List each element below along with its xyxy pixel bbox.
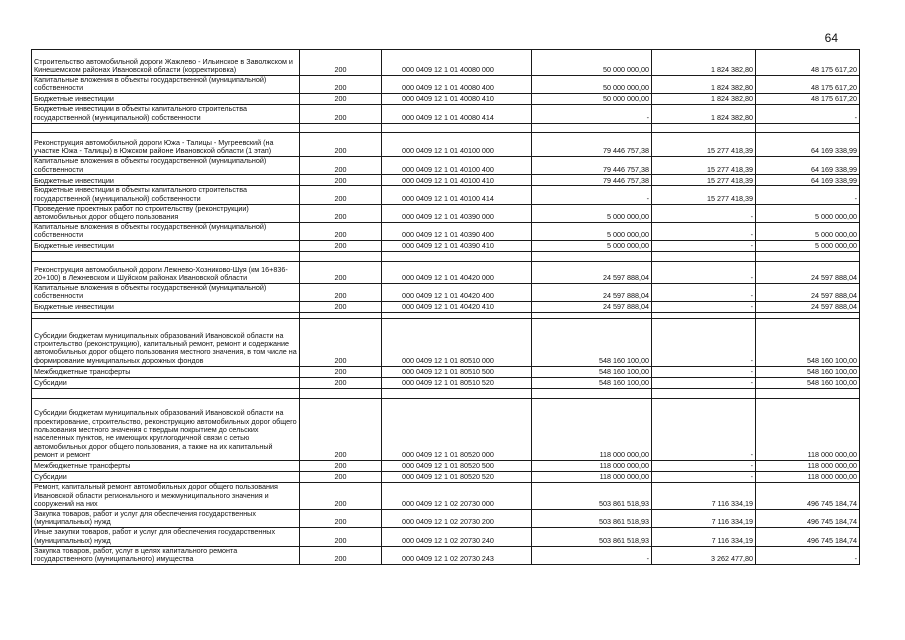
- cell-v2: -: [652, 318, 756, 366]
- table-body: [32, 50, 860, 565]
- cell-v1: 24 597 888,04: [532, 283, 652, 301]
- table-row: [32, 461, 860, 472]
- cell-v3: 548 160 100,00: [756, 318, 860, 366]
- cell-admin: 200: [300, 472, 382, 483]
- cell-v1: 24 597 888,04: [532, 302, 652, 313]
- spacer-cell: [300, 388, 382, 399]
- cell-admin: 200: [300, 283, 382, 301]
- cell-v2: 15 277 418,39: [652, 186, 756, 204]
- table-row: [32, 133, 860, 157]
- spacer-cell: [532, 123, 652, 133]
- cell-v3: 48 175 617,20: [756, 94, 860, 105]
- cell-desc: Реконструкция автомобильной дороги Южа - Талицы - Мугреевский (на участке Южа - Талицы) в Южском районе Ивановской области (1 этап): [32, 133, 300, 157]
- spacer-cell: [382, 388, 532, 399]
- cell-code: 000 0409 12 1 01 40080 410: [382, 94, 532, 105]
- cell-v3: 48 175 617,20: [756, 76, 860, 94]
- cell-code: 000 0409 12 1 01 80520 000: [382, 399, 532, 461]
- cell-v3: 64 169 338,99: [756, 133, 860, 157]
- cell-desc: Субсидии бюджетам муниципальных образований Ивановской области на проектирование, строительство, реконструкцию автомобильных дорог общего пользования местного значения с твердым покрытием до сельских населенных пунктов, не имеющих круглогодичной связи с сетью автомобильных дорог общего пользования, а также на их капитальный ремонт и ремонт: [32, 399, 300, 461]
- cell-desc: Межбюджетные трансферты: [32, 366, 300, 377]
- page-number: 64: [824, 31, 838, 45]
- cell-admin: 200: [300, 366, 382, 377]
- cell-v2: 1 824 382,80: [652, 50, 756, 76]
- table-row: [32, 318, 860, 366]
- cell-admin: 200: [300, 76, 382, 94]
- cell-v1: -: [532, 186, 652, 204]
- cell-desc: Бюджетные инвестиции: [32, 302, 300, 313]
- cell-desc: Бюджетные инвестиции: [32, 175, 300, 186]
- cell-desc: Строительство автомобильной дороги Жажлево - Ильинское в Заволжском и Кинешемском районах Ивановской области (корректировка): [32, 50, 300, 76]
- cell-desc: Закупка товаров, работ, услуг в целях капитального ремонта государственного (муниципального) имущества: [32, 546, 300, 564]
- cell-v3: 64 169 338,99: [756, 175, 860, 186]
- spacer-cell: [756, 252, 860, 262]
- cell-desc: Ремонт, капитальный ремонт автомобильных дорог общего пользования Ивановской области регионального и межмуниципального значения и сооружений на них: [32, 483, 300, 510]
- cell-admin: 200: [300, 133, 382, 157]
- table-row: [32, 283, 860, 301]
- cell-v1: 548 160 100,00: [532, 366, 652, 377]
- cell-admin: 200: [300, 204, 382, 222]
- spacer-row: [32, 123, 860, 133]
- cell-admin: 200: [300, 528, 382, 546]
- spacer-cell: [756, 123, 860, 133]
- table-row: [32, 204, 860, 222]
- cell-admin: 200: [300, 509, 382, 527]
- cell-admin: 200: [300, 461, 382, 472]
- cell-v3: -: [756, 546, 860, 564]
- cell-desc: Капитальные вложения в объекты государственной (муниципальной) собственности: [32, 223, 300, 241]
- cell-desc: Бюджетные инвестиции: [32, 241, 300, 252]
- cell-v3: 5 000 000,00: [756, 223, 860, 241]
- cell-v3: 548 160 100,00: [756, 366, 860, 377]
- cell-v3: 48 175 617,20: [756, 50, 860, 76]
- cell-admin: 200: [300, 186, 382, 204]
- cell-v2: -: [652, 223, 756, 241]
- cell-v2: 1 824 382,80: [652, 76, 756, 94]
- cell-code: 000 0409 12 1 01 40390 000: [382, 204, 532, 222]
- cell-code: 000 0409 12 1 01 40420 000: [382, 261, 532, 283]
- cell-code: 000 0409 12 1 01 40390 410: [382, 241, 532, 252]
- cell-desc: Закупка товаров, работ и услуг для обеспечения государственных (муниципальных) нужд: [32, 509, 300, 527]
- cell-v1: 118 000 000,00: [532, 399, 652, 461]
- table-row: [32, 377, 860, 388]
- cell-v2: -: [652, 302, 756, 313]
- cell-code: 000 0409 12 1 01 40080 400: [382, 76, 532, 94]
- spacer-cell: [532, 252, 652, 262]
- table-row: [32, 483, 860, 510]
- table-row: [32, 546, 860, 564]
- cell-v3: 5 000 000,00: [756, 241, 860, 252]
- table-row: [32, 157, 860, 175]
- cell-v3: 24 597 888,04: [756, 302, 860, 313]
- cell-code: 000 0409 12 1 01 80520 520: [382, 472, 532, 483]
- cell-desc: Межбюджетные трансферты: [32, 461, 300, 472]
- cell-v2: 3 262 477,80: [652, 546, 756, 564]
- cell-v3: -: [756, 105, 860, 123]
- cell-admin: 200: [300, 483, 382, 510]
- cell-v3: 118 000 000,00: [756, 461, 860, 472]
- spacer-cell: [32, 388, 300, 399]
- cell-v1: 50 000 000,00: [532, 50, 652, 76]
- cell-v1: 79 446 757,38: [532, 157, 652, 175]
- cell-v3: 24 597 888,04: [756, 283, 860, 301]
- cell-admin: 200: [300, 302, 382, 313]
- cell-admin: 200: [300, 157, 382, 175]
- table-row: [32, 186, 860, 204]
- spacer-cell: [300, 252, 382, 262]
- table-row: [32, 472, 860, 483]
- cell-admin: 200: [300, 175, 382, 186]
- cell-admin: 200: [300, 223, 382, 241]
- cell-admin: 200: [300, 94, 382, 105]
- cell-v1: 50 000 000,00: [532, 94, 652, 105]
- cell-desc: Капитальные вложения в объекты государственной (муниципальной) собственности: [32, 157, 300, 175]
- cell-code: 000 0409 12 1 01 80510 500: [382, 366, 532, 377]
- table-row: [32, 175, 860, 186]
- table-row: [32, 76, 860, 94]
- table-row: [32, 241, 860, 252]
- cell-code: 000 0409 12 1 01 40390 400: [382, 223, 532, 241]
- cell-desc: Субсидии: [32, 377, 300, 388]
- cell-code: 000 0409 12 1 01 40080 414: [382, 105, 532, 123]
- table-row: [32, 528, 860, 546]
- cell-v1: 79 446 757,38: [532, 175, 652, 186]
- cell-v2: -: [652, 377, 756, 388]
- spacer-cell: [532, 388, 652, 399]
- cell-desc: Субсидии: [32, 472, 300, 483]
- spacer-cell: [300, 123, 382, 133]
- cell-admin: 200: [300, 50, 382, 76]
- cell-desc: Проведение проектных работ по строительству (реконструкции) автомобильных дорог общего пользования: [32, 204, 300, 222]
- cell-v2: 7 116 334,19: [652, 483, 756, 510]
- cell-v2: 1 824 382,80: [652, 105, 756, 123]
- cell-v2: 1 824 382,80: [652, 94, 756, 105]
- cell-code: 000 0409 12 1 01 40420 410: [382, 302, 532, 313]
- spacer-cell: [382, 252, 532, 262]
- cell-desc: Бюджетные инвестиции в объекты капитального строительства государственной (муниципальной) собственности: [32, 105, 300, 123]
- cell-v1: 118 000 000,00: [532, 472, 652, 483]
- cell-v1: 5 000 000,00: [532, 241, 652, 252]
- cell-v3: 496 745 184,74: [756, 528, 860, 546]
- spacer-cell: [652, 123, 756, 133]
- cell-code: 000 0409 12 1 02 20730 200: [382, 509, 532, 527]
- spacer-cell: [756, 388, 860, 399]
- spacer-cell: [32, 123, 300, 133]
- table-row: [32, 105, 860, 123]
- cell-admin: 200: [300, 261, 382, 283]
- cell-code: 000 0409 12 1 01 40100 000: [382, 133, 532, 157]
- table-row: [32, 223, 860, 241]
- cell-v1: 503 861 518,93: [532, 483, 652, 510]
- cell-v1: -: [532, 105, 652, 123]
- spacer-cell: [382, 123, 532, 133]
- cell-admin: 200: [300, 105, 382, 123]
- table-row: [32, 509, 860, 527]
- cell-v3: 496 745 184,74: [756, 509, 860, 527]
- cell-v1: 118 000 000,00: [532, 461, 652, 472]
- cell-v3: 496 745 184,74: [756, 483, 860, 510]
- cell-v3: 24 597 888,04: [756, 261, 860, 283]
- spacer-cell: [32, 252, 300, 262]
- cell-v3: 64 169 338,99: [756, 157, 860, 175]
- cell-v1: 5 000 000,00: [532, 204, 652, 222]
- cell-v2: -: [652, 204, 756, 222]
- spacer-cell: [652, 252, 756, 262]
- cell-v3: 118 000 000,00: [756, 472, 860, 483]
- table-row: [32, 50, 860, 76]
- cell-code: 000 0409 12 1 01 40080 000: [382, 50, 532, 76]
- cell-desc: Иные закупки товаров, работ и услуг для обеспечения государственных (муниципальных) нужд: [32, 528, 300, 546]
- cell-v2: -: [652, 261, 756, 283]
- cell-v2: 15 277 418,39: [652, 175, 756, 186]
- budget-execution-table: [31, 49, 860, 565]
- spacer-cell: [652, 388, 756, 399]
- cell-desc: Бюджетные инвестиции: [32, 94, 300, 105]
- cell-v2: 7 116 334,19: [652, 528, 756, 546]
- cell-code: 000 0409 12 1 01 80510 000: [382, 318, 532, 366]
- cell-v1: 548 160 100,00: [532, 377, 652, 388]
- cell-v1: 548 160 100,00: [532, 318, 652, 366]
- cell-desc: Капитальные вложения в объекты государственной (муниципальной) собственности: [32, 283, 300, 301]
- cell-v2: -: [652, 366, 756, 377]
- spacer-row: [32, 388, 860, 399]
- cell-code: 000 0409 12 1 01 80510 520: [382, 377, 532, 388]
- cell-code: 000 0409 12 1 01 40100 414: [382, 186, 532, 204]
- table-row: [32, 94, 860, 105]
- cell-v1: 50 000 000,00: [532, 76, 652, 94]
- cell-admin: 200: [300, 546, 382, 564]
- cell-v2: 15 277 418,39: [652, 157, 756, 175]
- cell-v3: -: [756, 186, 860, 204]
- cell-v2: 15 277 418,39: [652, 133, 756, 157]
- cell-admin: 200: [300, 318, 382, 366]
- cell-v1: 24 597 888,04: [532, 261, 652, 283]
- table-row: [32, 399, 860, 461]
- cell-code: 000 0409 12 1 02 20730 243: [382, 546, 532, 564]
- cell-code: 000 0409 12 1 01 80520 500: [382, 461, 532, 472]
- table-row: [32, 302, 860, 313]
- cell-v1: 503 861 518,93: [532, 509, 652, 527]
- cell-v2: -: [652, 399, 756, 461]
- cell-v2: 7 116 334,19: [652, 509, 756, 527]
- cell-v1: 503 861 518,93: [532, 528, 652, 546]
- cell-code: 000 0409 12 1 01 40100 400: [382, 157, 532, 175]
- cell-code: 000 0409 12 1 02 20730 240: [382, 528, 532, 546]
- cell-admin: 200: [300, 241, 382, 252]
- cell-v1: -: [532, 546, 652, 564]
- cell-code: 000 0409 12 1 01 40100 410: [382, 175, 532, 186]
- spacer-row: [32, 252, 860, 262]
- cell-desc: Реконструкция автомобильной дороги Лежнево-Хозниково-Шуя (км 16+836-20+100) в Лежневском и Шуйском районах Ивановской области: [32, 261, 300, 283]
- cell-admin: 200: [300, 399, 382, 461]
- cell-v2: -: [652, 241, 756, 252]
- cell-v1: 5 000 000,00: [532, 223, 652, 241]
- cell-code: 000 0409 12 1 01 40420 400: [382, 283, 532, 301]
- cell-desc: Бюджетные инвестиции в объекты капитального строительства государственной (муниципальной) собственности: [32, 186, 300, 204]
- cell-v2: -: [652, 283, 756, 301]
- cell-v3: 5 000 000,00: [756, 204, 860, 222]
- cell-v2: -: [652, 472, 756, 483]
- cell-admin: 200: [300, 377, 382, 388]
- cell-desc: Субсидии бюджетам муниципальных образований Ивановской области на строительство (реконструкцию), капитальный ремонт, ремонт и содержание автомобильных дорог общего пользования местного значения, в том числе на формирование муниципальных дорожных фондов: [32, 318, 300, 366]
- cell-v3: 548 160 100,00: [756, 377, 860, 388]
- table-row: [32, 366, 860, 377]
- cell-code: 000 0409 12 1 02 20730 000: [382, 483, 532, 510]
- cell-desc: Капитальные вложения в объекты государственной (муниципальной) собственности: [32, 76, 300, 94]
- cell-v3: 118 000 000,00: [756, 399, 860, 461]
- cell-v2: -: [652, 461, 756, 472]
- table-row: [32, 261, 860, 283]
- cell-v1: 79 446 757,38: [532, 133, 652, 157]
